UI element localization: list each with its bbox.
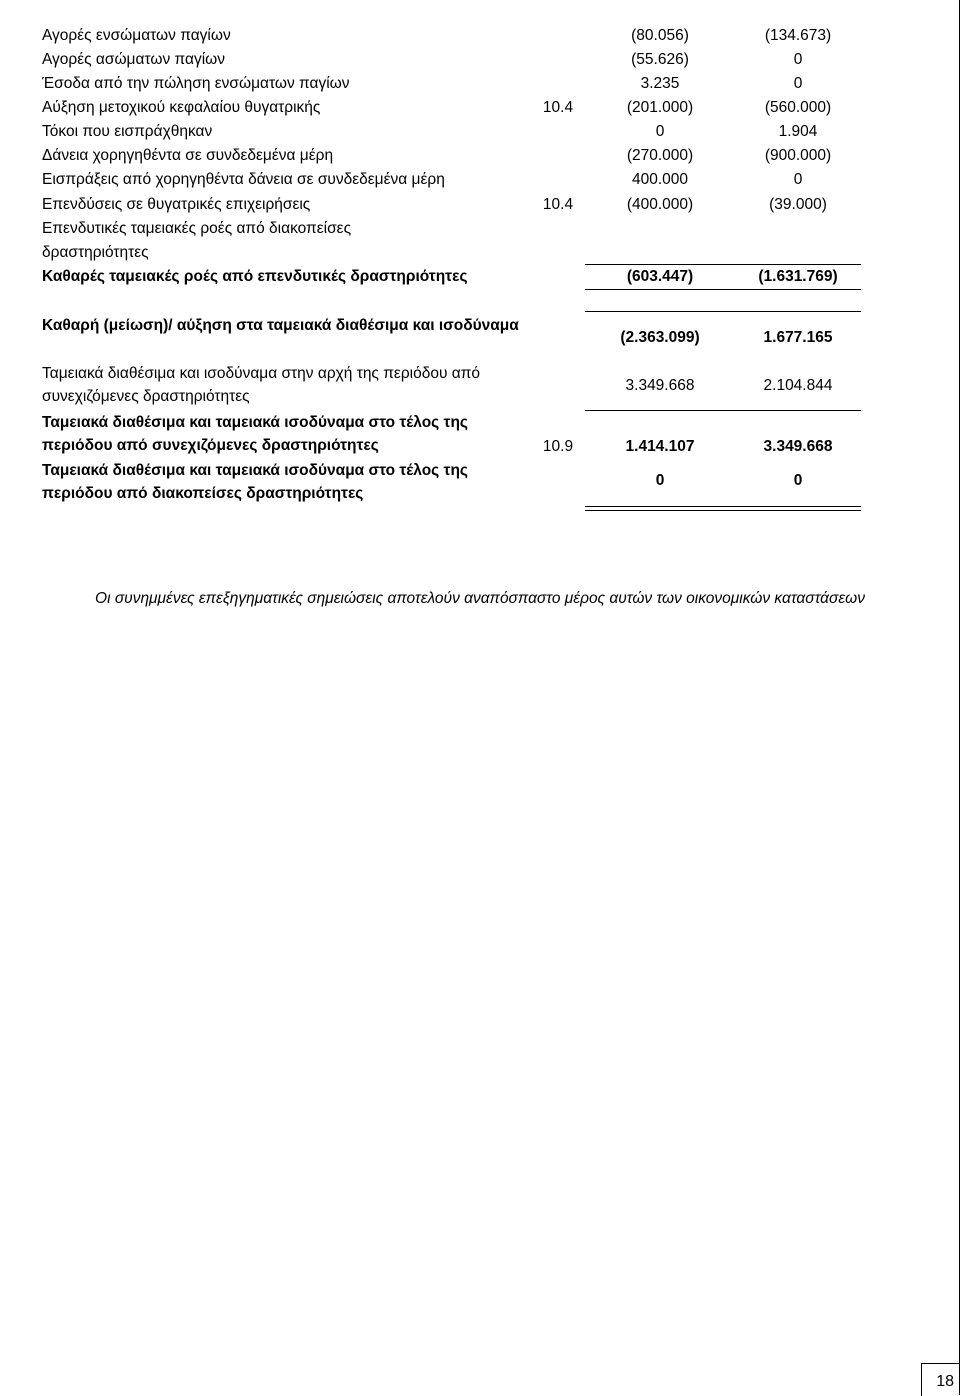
double-rule-top (585, 506, 861, 507)
row-label: Καθαρή (μείωση)/ αύξηση στα ταμειακά διαθέσιμα και ισοδύναμα (42, 317, 519, 334)
row-value-2018: (134.673) (764, 27, 832, 44)
row-value-2018: 1.677.165 (763, 329, 833, 346)
row-label: Ταμειακά διαθέσιμα και ισοδύναμα στην αρχή της περιόδου από συνεχιζόμενες δραστηριότητες (42, 365, 481, 405)
row-value-2018: 0 (793, 472, 803, 489)
row-label: Έσοδα από την πώληση ενσώματων παγίων (42, 75, 350, 92)
row-value-2019: (80.056) (631, 27, 689, 44)
row-label: Επενδύσεις σε θυγατρικές επιχειρήσεις (42, 196, 311, 213)
row-value-2019: (603.447) (626, 268, 694, 285)
row-value-2018: 0 (793, 51, 803, 68)
row-value-2019: 0 (655, 123, 665, 140)
row-note: 10.4 (542, 196, 574, 213)
row-value-2018: 0 (793, 75, 803, 92)
row-label: δραστηριότητες (42, 244, 149, 261)
row-value-2019: (201.000) (626, 99, 694, 116)
row-value-2018: 0 (793, 171, 803, 188)
row-value-2019: (55.626) (631, 51, 689, 68)
row-label: Εισπράξεις από χορηγηθέντα δάνεια σε συνδεδεμένα μέρη (42, 171, 445, 188)
row-value-2019: 400.000 (631, 171, 689, 188)
row-value-2019: (270.000) (626, 147, 694, 164)
footer-note: Οι συνημμένες επεξηγηματικές σημειώσεις αποτελούν αναπόσπαστο μέρος αυτών των οικονομικών καταστάσεων (95, 590, 865, 607)
row-note: 10.9 (542, 438, 574, 455)
row-note: 10.4 (542, 99, 574, 116)
total-rule (585, 289, 861, 290)
row-value-2019: 3.349.668 (625, 377, 695, 394)
row-value-2018: (560.000) (764, 99, 832, 116)
subtotal-rule (585, 410, 861, 411)
row-value-2018: 1.904 (778, 123, 818, 140)
row-label: Αγορές ενσώματων παγίων (42, 27, 231, 44)
row-value-2019: 0 (655, 472, 665, 489)
row-label: Αύξηση μετοχικού κεφαλαίου θυγατρικής (42, 99, 321, 116)
row-value-2018: 3.349.668 (763, 438, 833, 455)
row-value-2018: (39.000) (769, 196, 827, 213)
row-label: Τόκοι που εισπράχθηκαν (42, 123, 213, 140)
row-value-2019: 1.414.107 (625, 438, 695, 455)
row-value-2018: (900.000) (764, 147, 832, 164)
double-rule-bottom (585, 510, 861, 511)
row-label: Αγορές ασώματων παγίων (42, 51, 225, 68)
page-number: 18 (936, 1373, 954, 1390)
row-label: Ταμειακά διαθέσιμα και ταμειακά ισοδύναμα στο τέλος της περιόδου από συνεχιζόμενες δραστηριότητες (42, 414, 468, 454)
row-label: Ταμειακά διαθέσιμα και ταμειακά ισοδύναμα στο τέλος της περιόδου από διακοπείσες δραστηριότητες (42, 462, 468, 502)
row-label: Επενδυτικές ταμειακές ροές από διακοπείσες (42, 220, 352, 237)
row-value-2018: (1.631.769) (758, 268, 838, 285)
row-value-2019: (400.000) (626, 196, 694, 213)
section-rule (585, 311, 861, 312)
row-value-2018: 2.104.844 (763, 377, 833, 394)
row-value-2019: (2.363.099) (620, 329, 700, 346)
row-label: Δάνεια χορηγηθέντα σε συνδεδεμένα μέρη (42, 147, 334, 164)
row-label: Καθαρές ταμειακές ροές από επενδυτικές δραστηριότητες (42, 268, 468, 285)
row-value-2019: 3.235 (640, 75, 680, 92)
